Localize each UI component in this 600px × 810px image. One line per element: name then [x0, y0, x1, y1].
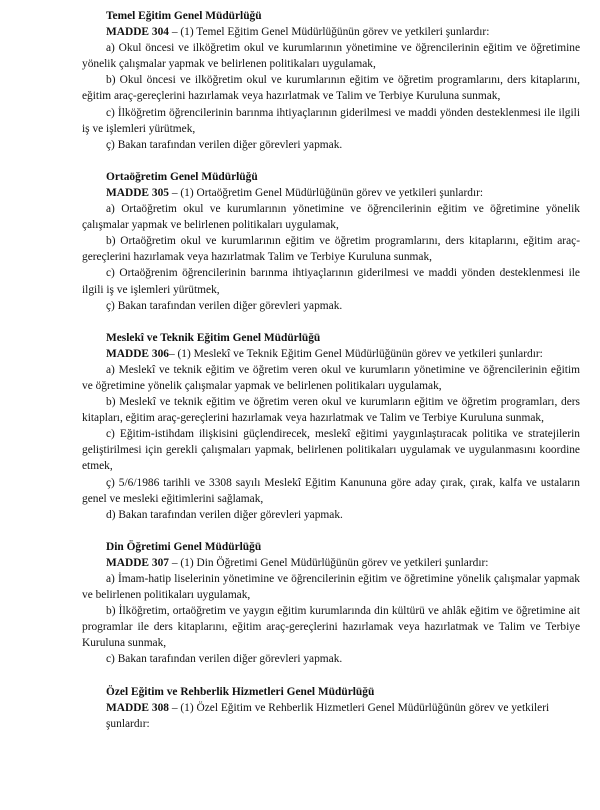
section-heading: Özel Eğitim ve Rehberlik Hizmetleri Genel Müdürlüğü — [106, 685, 375, 698]
article-clause: b) İlköğretim, ortaöğretim ve yaygın eğitim kurumlarında din kültürü ve ahlâk eğitim ve öğretimine ait programlar ile ders kitaplarını, eğitim araç-gereçlerini hazırlamak veya hazırlatmak ve Talim ve Terbiye Kuruluna sunmak, — [82, 605, 580, 650]
section-heading: Temel Eğitim Genel Müdürlüğü — [106, 10, 262, 22]
article-intro-text: – (1) Meslekî ve Teknik Eğitim Genel Müdürlüğünün görev ve yetkileri şunlardır: — [168, 347, 543, 360]
section-heading: Din Öğretimi Genel Müdürlüğü — [106, 540, 262, 553]
article-intro — [106, 700, 580, 732]
article-number: MADDE 304 — [106, 26, 169, 39]
article-intro — [106, 24, 580, 40]
article-number: MADDE 308 — [106, 701, 169, 714]
article-clause: a) Okul öncesi ve ilköğretim okul ve kurumlarının yönetimine ve öğrencilerinin eğitim ve öğretimine yönelik çalışmalar yapmak ve belirlenen politikaları uygulamak, — [82, 42, 580, 71]
article-clause: c) Eğitim-istihdam ilişkisini güçlendirecek, meslekî eğitimi yaygınlaştıracak politika ve stratejilerin geliştirilmesi için gerekli çalışmaları yapmak, belirlenen politikaları uygulamak ve uygulanmasını koordine etmek, — [82, 428, 580, 473]
article-intro-text: – (1) Temel Eğitim Genel Müdürlüğünün görev ve yetkileri şunlardır: — [168, 26, 490, 39]
article-intro-text: – (1) Ortaöğretim Genel Müdürlüğünün görev ve yetkileri şunlardır: — [168, 186, 484, 199]
article-intro — [106, 346, 580, 362]
article-section — [82, 684, 580, 732]
article-clause: ç) 5/6/1986 tarihli ve 3308 sayılı Meslekî Eğitim Kanununa göre aday çırak, çırak, kalfa ve ustaların genel ve mesleki eğitimlerini sağlamak, — [82, 476, 580, 505]
article-intro-text: – (1) Din Öğretimi Genel Müdürlüğünün görev ve yetkileri şunlardır: — [168, 556, 489, 569]
article-clause: ç) Bakan tarafından verilen diğer görevleri yapmak. — [106, 138, 343, 151]
article-number: MADDE 306 — [106, 347, 169, 360]
article-number: MADDE 307 — [106, 556, 169, 569]
article-clause: b) Ortaöğretim okul ve kurumlarının eğitim ve öğretim programlarını, ders kitaplarını, eğitim araç-gereçlerini hazırlamak veya hazırlatmak Talim ve Terbiye Kuruluna sunmak, — [82, 235, 580, 264]
article-clause: a) Ortaöğretim okul ve kurumlarının yönetimine ve öğrencilerinin eğitim ve öğretimine yönelik çalışmalar yapmak ve belirlenen politikaları uygulamak, — [82, 203, 580, 232]
article-clause: a) Meslekî ve teknik eğitim ve öğretim veren okul ve kurumların yönetimine ve öğrencilerinin eğitim ve öğretimine yönelik çalışmalar yapmak ve belirlenen politikaları uygulamak, — [82, 363, 580, 392]
article-section — [82, 169, 580, 314]
article-intro — [106, 555, 580, 571]
section-heading: Ortaöğretim Genel Müdürlüğü — [106, 170, 258, 183]
article-section — [82, 330, 580, 523]
article-clause: ç) Bakan tarafından verilen diğer görevleri yapmak. — [106, 299, 343, 312]
article-clause: c) Ortaöğrenim öğrencilerinin barınma ihtiyaçlarının giderilmesi ve maddi yönden desteklenmesi ile ilgili iş ve işlemleri yürütmek, — [82, 267, 580, 296]
article-intro — [106, 185, 580, 201]
document-page — [82, 8, 580, 732]
article-clause: a) İmam-hatip liselerinin yönetimine ve öğrencilerinin eğitim ve öğretimine yönelik çalışmalar yapmak ve belirlenen politikaları uygulamak, — [82, 573, 580, 602]
article-number: MADDE 305 — [106, 186, 169, 199]
article-clause: b) Okul öncesi ve ilköğretim okul ve kurumlarının eğitim ve öğretim programlarını, ders kitaplarını, eğitim araç-gereçlerini hazırlamak veya hazırlatmak ve Talim ve Terbiye Kuruluna sunmak, — [82, 74, 580, 103]
article-section — [82, 8, 580, 153]
article-clause: d) Bakan tarafından verilen diğer görevleri yapmak. — [106, 508, 343, 521]
section-heading: Meslekî ve Teknik Eğitim Genel Müdürlüğü — [106, 331, 321, 344]
article-section — [82, 539, 580, 668]
article-clause: c) İlköğretim öğrencilerinin barınma ihtiyaçlarının giderilmesi ve maddi yönden desteklenmesi ile ilgili iş ve işlemleri yürütmek, — [82, 106, 580, 135]
article-clause: b) Meslekî ve teknik eğitim ve öğretim veren okul ve kurumların eğitim ve öğretim programları, ders kitapları, eğitim araç-gereçlerini hazırlamak veya hazırlatmak ve Talim ve Terbiye Kuruluna sunmak, — [82, 396, 580, 425]
article-clause: c) Bakan tarafından verilen diğer görevleri yapmak. — [106, 653, 343, 666]
article-intro-text: – (1) Özel Eğitim ve Rehberlik Hizmetleri Genel Müdürlüğünün görev ve yetkileri şunlardır: — [106, 701, 550, 730]
